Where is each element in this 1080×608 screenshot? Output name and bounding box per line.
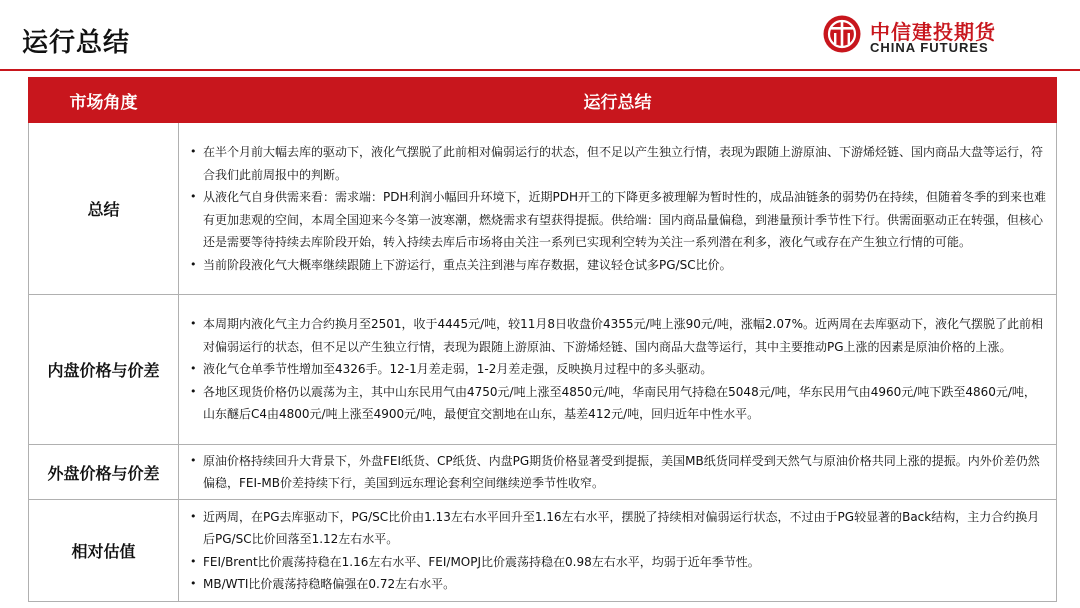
- bullet-item: • 近两周，在PG去库驱动下，PG/SC比价由1.13左右水平回升至1.16左右水平，摆脱了持续相对偏弱运行状态，不过由于PG较显著的Back结构，主力合约换月后PG/SC比价回落至1.12左右水平。: [189, 506, 1046, 551]
- table-row-foreign-price: [29, 445, 1057, 500]
- bullet-item: • 液化气仓单季节性增加至4326手。12-1月差走弱，1-2月差走强，反映换月过程中的多头驱动。: [189, 358, 1046, 381]
- bullet-item: • MB/WTI比价震荡持稳略偏强在0.72左右水平。: [189, 573, 1046, 596]
- bullet-item: • 当前阶段液化气大概率继续跟随上下游运行，重点关注到港与库存数据，建议轻仓试多PG/SC比价。: [189, 254, 1046, 277]
- logo-english-name: CHINA FUTURES: [870, 40, 989, 55]
- row-label: 内盘价格与价差: [29, 295, 179, 445]
- summary-table: [28, 77, 1057, 602]
- bullet-item: • 在半个月前大幅去库的驱动下，液化气摆脱了此前相对偏弱运行的状态，但不足以产生独立行情，表现为跟随上游原油、下游烯烃链、国内商品大盘等运行，符合我们此前周报中的判断。: [189, 141, 1046, 186]
- table-row-summary: [29, 123, 1057, 295]
- row-label: 相对估值: [29, 500, 179, 602]
- table-row-domestic-price: [29, 295, 1057, 445]
- company-logo: [822, 14, 1022, 58]
- row-label: 外盘价格与价差: [29, 445, 179, 500]
- logo-chinese-name: 中信建投期货: [870, 20, 996, 44]
- page-title: 运行总结: [22, 28, 131, 58]
- table-header-row: [29, 78, 1057, 123]
- bullet-list: [189, 450, 1046, 495]
- bullet-item: • 本周期内液化气主力合约换月至2501，收于4445元/吨，较11月8日收盘价4355元/吨上涨90元/吨，涨幅2.07%。近两周在去库驱动下，液化气摆脱了此前相对偏弱运行的状态，但不足以产生独立行情，表现为跟随上游原油、下游烯烃链、国内商品大盘等运行，其中主要推动PG上涨的因素是原油价格的上涨。: [189, 313, 1046, 358]
- table-row-relative-valuation: [29, 500, 1057, 602]
- bullet-list: [189, 313, 1046, 426]
- bullet-item: • 各地区现货价格仍以震荡为主，其中山东民用气由4750元/吨上涨至4850元/吨，华南民用气持稳在5048元/吨，华东民用气由4960元/吨下跌至4860元/吨，山东醚后C4由4800元/吨上涨至4900元/吨，最便宜交割地在山东，基差412元/吨，回归近年中性水平。: [189, 381, 1046, 426]
- bullet-list: [189, 506, 1046, 596]
- bullet-item: • 从液化气自身供需来看：需求端：PDH利润小幅回升环境下，近期PDH开工的下降更多被理解为暂时性的，成品油链条的弱势仍在持续，但随着冬季的到来也难有更加悲观的空间，本周全国迎来今冬第一波寒潮，燃烧需求有望获得提振。供给端：国内商品量偏稳，到港量预计季节性下行。供需面驱动正在转强，但核心还是需要等待持续去库阶段开始，转入持续去库后市场将由关注一系列已实现利空转为关注一系列潜在利多，液化气或存在产生独立行情的可能。: [189, 186, 1046, 254]
- bullet-item: • 原油价格持续回升大背景下，外盘FEI纸货、CP纸货、内盘PG期货价格显著受到提振，美国MB纸货同样受到天然气与原油价格共同上涨的提振。内外价差仍然偏稳，FEI-MB价差持续下行，美国到远东理论套利空间继续逆季节性收窄。: [189, 450, 1046, 495]
- title-divider: [0, 69, 1080, 71]
- row-content: [179, 295, 1057, 445]
- bullet-item: • FEI/Brent比价震荡持稳在1.16左右水平、FEI/MOPJ比价震荡持稳在0.98左右水平，均弱于近年季节性。: [189, 551, 1046, 574]
- row-content: [179, 500, 1057, 602]
- header-operation-summary: 运行总结: [179, 78, 1057, 123]
- china-futures-logo-icon: [822, 14, 862, 54]
- bullet-list: [189, 141, 1046, 276]
- row-label: 总结: [29, 123, 179, 295]
- row-content: [179, 123, 1057, 295]
- row-content: [179, 445, 1057, 500]
- header-market-perspective: 市场角度: [29, 78, 179, 123]
